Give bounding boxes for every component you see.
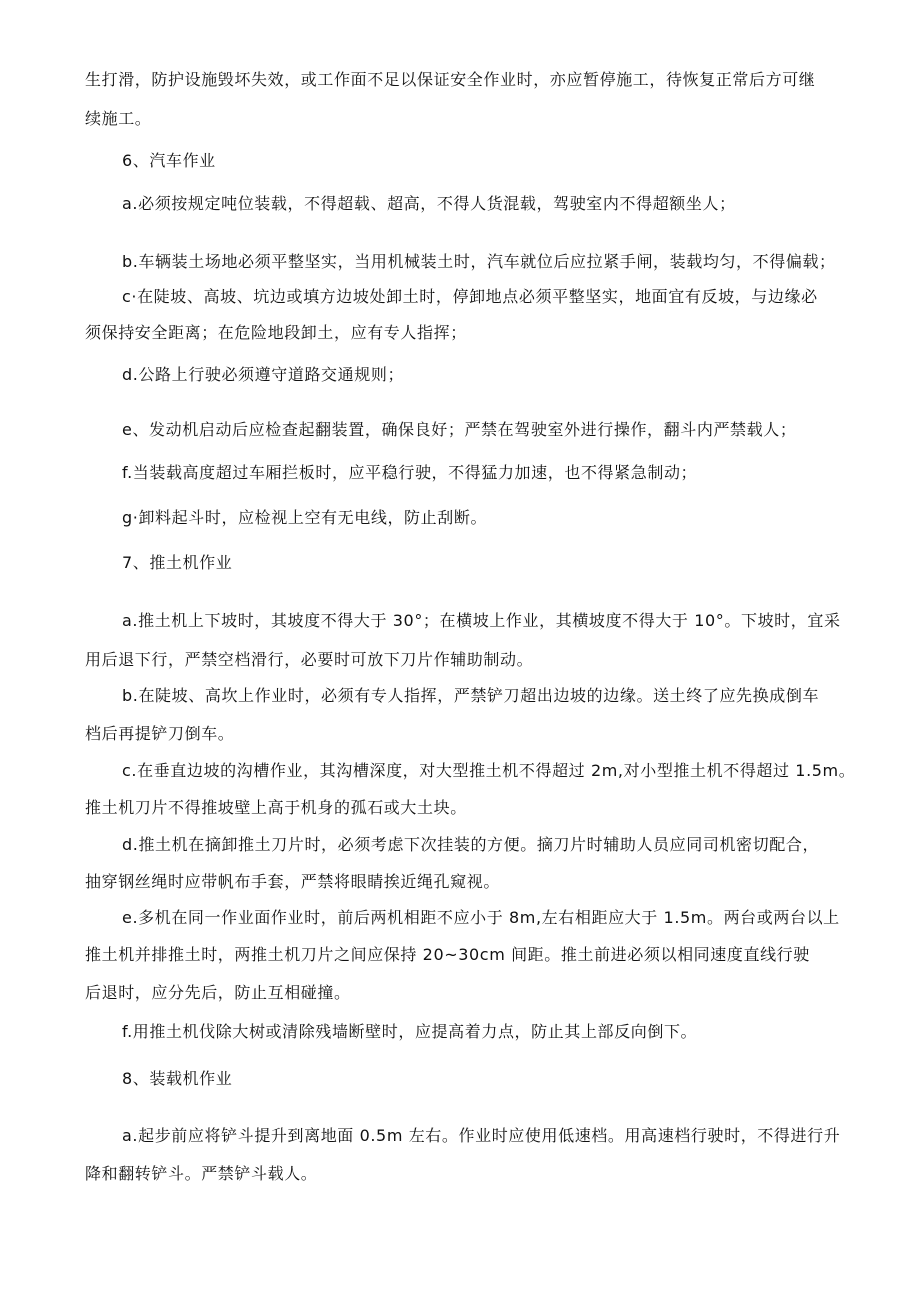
- paragraph-line: a.起步前应将铲斗提升到离地面 0.5m 左右。作业时应使用低速档。用高速档行驶时，不得进行升: [122, 1126, 841, 1145]
- section-heading: 6、汽车作业: [122, 151, 216, 170]
- paragraph-line: e、发动机启动后应检查起翻装置，确保良好；严禁在驾驶室外进行操作，翻斗内严禁载人；: [122, 420, 797, 439]
- paragraph-line: 用后退下行，严禁空档滑行，必要时可放下刀片作辅助制动。: [85, 650, 534, 669]
- paragraph-line: 降和翻转铲斗。严禁铲斗载人。: [85, 1164, 318, 1183]
- paragraph-line: a.必须按规定吨位装载，不得超载、超高，不得人货混载，驾驶室内不得超额坐人；: [122, 194, 736, 213]
- paragraph-line: 推土机刀片不得推坡壁上高于机身的孤石或大土块。: [85, 798, 467, 817]
- paragraph-line: 推土机并排推土时，两推土机刀片之间应保持 20~30cm 间距。推土前进必须以相同速度直线行驶: [85, 945, 810, 964]
- paragraph-line: 生打滑，防护设施毁坏失效，或工作面不足以保证安全作业时，亦应暂停施工，待恢复正常后方可继: [85, 70, 816, 89]
- paragraph-line: f.用推土机伐除大树或清除残墙断壁时，应提高着力点，防止其上部反向倒下。: [122, 1022, 698, 1041]
- paragraph-line: f.当装载高度超过车厢拦板时，应平稳行驶，不得猛力加速，也不得紧急制动；: [122, 463, 698, 482]
- paragraph-line: 档后再提铲刀倒车。: [85, 724, 235, 743]
- paragraph-line: b.车辆装土场地必须平整坚实，当用机械装土时，汽车就位后应拉紧手闸，装载均匀，不得偏载；: [122, 252, 836, 271]
- section-heading: 7、推土机作业: [122, 553, 233, 572]
- paragraph-line: e.多机在同一作业面作业时，前后两机相距不应小于 8m,左右相距应大于 1.5m。两台或两台以上: [122, 908, 840, 927]
- paragraph-line: 后退时，应分先后，防止互相碰撞。: [85, 983, 351, 1002]
- paragraph-line: c.在垂直边坡的沟槽作业，其沟槽深度，对大型推土机不得超过 2m,对小型推土机不得超过 1.5m。: [122, 761, 856, 780]
- paragraph-line: 续施工。: [85, 109, 152, 128]
- paragraph-line: 抽穿钢丝绳时应带帆布手套，严禁将眼睛挨近绳孔窥视。: [85, 872, 501, 891]
- paragraph-line: g·卸料起斗时，应检视上空有无电线，防止刮断。: [122, 508, 488, 527]
- paragraph-line: c·在陡坡、高坡、坑边或填方边坡处卸土时，停卸地点必须平整坚实，地面宜有反坡，与边缘必: [122, 287, 818, 306]
- paragraph-line: d.推土机在摘卸推土刀片时，必须考虑下次挂装的方便。摘刀片时辅助人员应同司机密切配合，: [122, 835, 820, 854]
- paragraph-line: b.在陡坡、高坎上作业时，必须有专人指挥，严禁铲刀超出边坡的边缘。送土终了应先换成倒车: [122, 686, 820, 705]
- paragraph-line: d.公路上行驶必须遵守道路交通规则；: [122, 365, 405, 384]
- paragraph-line: 须保持安全距离；在危险地段卸土，应有专人指挥；: [85, 323, 467, 342]
- paragraph-line: a.推土机上下坡时，其坡度不得大于 30°；在横坡上作业，其横坡度不得大于 10°。下坡时，宜采: [122, 611, 841, 630]
- section-heading: 8、装载机作业: [122, 1069, 233, 1088]
